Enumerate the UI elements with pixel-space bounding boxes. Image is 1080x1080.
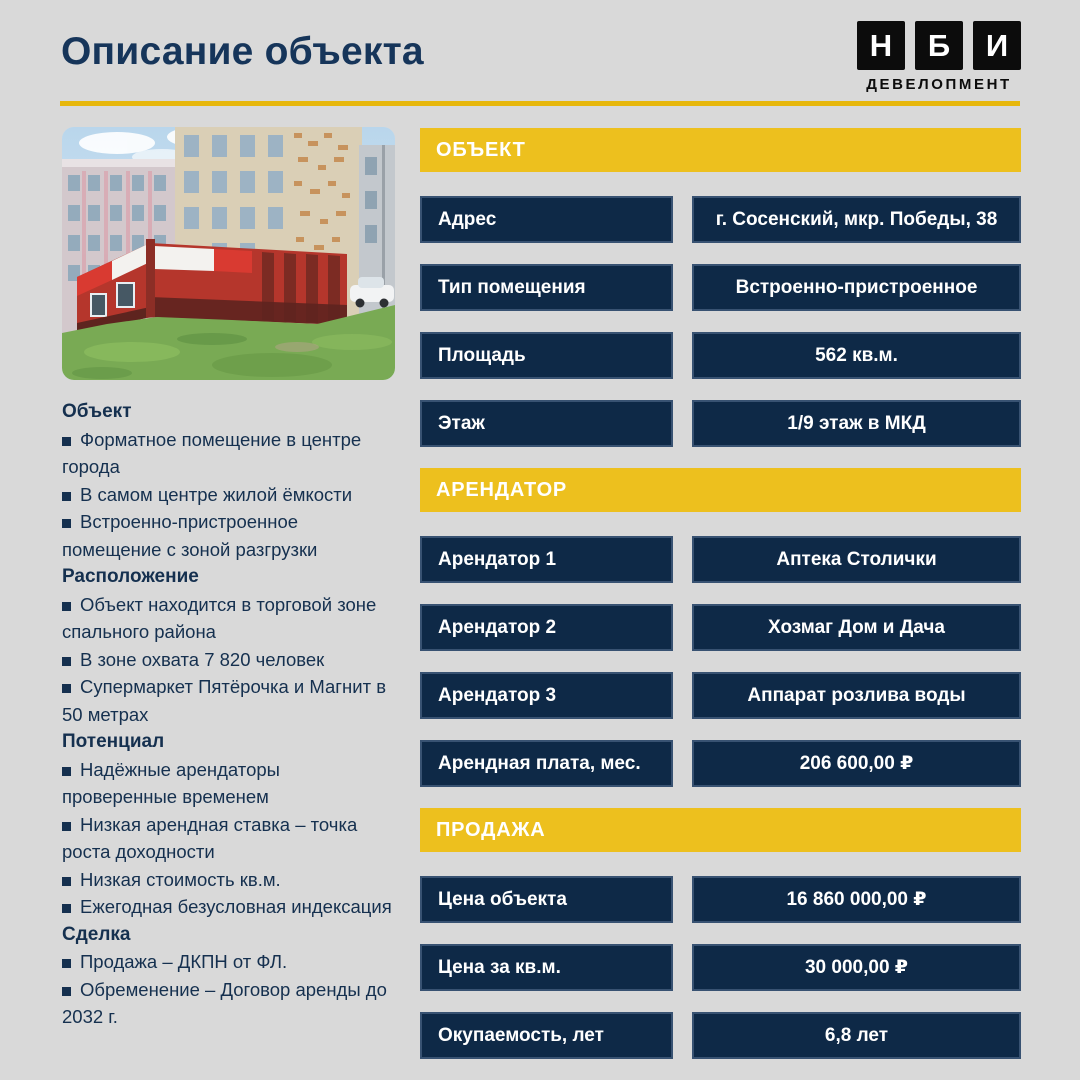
title-underline bbox=[60, 101, 1020, 106]
table-row bbox=[420, 604, 1021, 651]
row-value: 6,8 лет bbox=[692, 1012, 1021, 1059]
row-label: Цена объекта bbox=[420, 876, 673, 923]
logo-subtitle: ДЕВЕЛОПМЕНТ bbox=[866, 76, 1012, 93]
row-label: Адрес bbox=[420, 196, 673, 243]
section-header-tenant: АРЕНДАТОР bbox=[420, 468, 1021, 512]
details-table bbox=[420, 128, 1021, 1080]
feature-bullet: Низкая стоимость кв.м. bbox=[62, 866, 398, 894]
bullet-square-icon bbox=[62, 987, 71, 996]
property-photo bbox=[62, 127, 395, 380]
row-label: Цена за кв.м. bbox=[420, 944, 673, 991]
feature-bullet: Форматное помещение в центре города bbox=[62, 428, 362, 477]
row-value: Аппарат розлива воды bbox=[692, 672, 1021, 719]
row-label: Этаж bbox=[420, 400, 673, 447]
table-row bbox=[420, 1012, 1021, 1059]
row-label: Окупаемость, лет bbox=[420, 1012, 673, 1059]
row-value: 206 600,00 ₽ bbox=[692, 740, 1021, 787]
row-value: Встроенно-пристроенное bbox=[692, 264, 1021, 311]
row-label: Арендная плата, мес. bbox=[420, 740, 673, 787]
row-value: 30 000,00 ₽ bbox=[692, 944, 1021, 991]
row-value: 1/9 этаж в МКД bbox=[692, 400, 1021, 447]
row-value: г. Сосенский, мкр. Победы, 38 bbox=[692, 196, 1021, 243]
bullet-square-icon bbox=[62, 767, 71, 776]
page-title: Описание объекта bbox=[61, 30, 424, 73]
features-list bbox=[62, 398, 398, 1031]
table-row bbox=[420, 332, 1021, 379]
table-row bbox=[420, 740, 1021, 787]
feature-bullet: Встроенно-пристроенное помещение с зоной разгрузки bbox=[62, 511, 318, 560]
row-label: Арендатор 3 bbox=[420, 672, 673, 719]
feature-bullet: Объект находится в торговой зоне спального района bbox=[62, 593, 377, 642]
feature-bullet: Ежегодная безусловная индексация bbox=[62, 893, 398, 921]
feature-bullet: В самом центре жилой ёмкости bbox=[62, 481, 398, 509]
row-label: Тип помещения bbox=[420, 264, 673, 311]
bullet-square-icon bbox=[62, 959, 71, 968]
table-row bbox=[420, 876, 1021, 923]
feature-bullet: Продажа – ДКПН от ФЛ. bbox=[62, 948, 398, 976]
bullet-square-icon bbox=[62, 602, 71, 611]
table-row bbox=[420, 196, 1021, 243]
row-value: 562 кв.м. bbox=[692, 332, 1021, 379]
bullet-square-icon bbox=[62, 519, 71, 528]
table-row bbox=[420, 672, 1021, 719]
bullet-square-icon bbox=[62, 684, 71, 693]
feature-section-title: Сделка bbox=[62, 923, 131, 945]
table-row bbox=[420, 264, 1021, 311]
logo-squares bbox=[857, 21, 1021, 70]
feature-bullet: В зоне охвата 7 820 человек bbox=[62, 646, 398, 674]
row-label: Арендатор 2 bbox=[420, 604, 673, 651]
row-value: 16 860 000,00 ₽ bbox=[692, 876, 1021, 923]
row-value: Хозмаг Дом и Дача bbox=[692, 604, 1021, 651]
bullet-square-icon bbox=[62, 904, 71, 913]
bullet-square-icon bbox=[62, 657, 71, 666]
bullet-square-icon bbox=[62, 822, 71, 831]
company-logo bbox=[857, 21, 1021, 93]
table-row bbox=[420, 944, 1021, 991]
feature-section-title: Расположение bbox=[62, 566, 199, 587]
feature-section-title: Потенциал bbox=[62, 731, 165, 752]
row-label: Арендатор 1 bbox=[420, 536, 673, 583]
feature-section-title: Объект bbox=[62, 401, 132, 422]
property-photo-scene bbox=[62, 127, 395, 380]
section-header-sale: ПРОДАЖА bbox=[420, 808, 1021, 852]
row-value: Аптека Столички bbox=[692, 536, 1021, 583]
logo-letter-n: Н bbox=[857, 21, 905, 70]
feature-bullet: Обременение – Договор аренды до 2032 г. bbox=[62, 978, 387, 1027]
row-label: Площадь bbox=[420, 332, 673, 379]
bullet-square-icon bbox=[62, 437, 71, 446]
section-header-object: ОБЪЕКТ bbox=[420, 128, 1021, 172]
bullet-square-icon bbox=[62, 877, 71, 886]
logo-letter-i: И bbox=[973, 21, 1021, 70]
bullet-square-icon bbox=[62, 492, 71, 501]
table-row bbox=[420, 400, 1021, 447]
feature-bullet: Низкая арендная ставка – точка роста доходности bbox=[62, 813, 358, 862]
feature-bullet: Супермаркет Пятёрочка и Магнит в 50 метрах bbox=[62, 676, 387, 725]
logo-letter-b: Б bbox=[915, 21, 963, 70]
feature-bullet: Надёжные арендаторы проверенные временем bbox=[62, 758, 280, 807]
table-row bbox=[420, 536, 1021, 583]
